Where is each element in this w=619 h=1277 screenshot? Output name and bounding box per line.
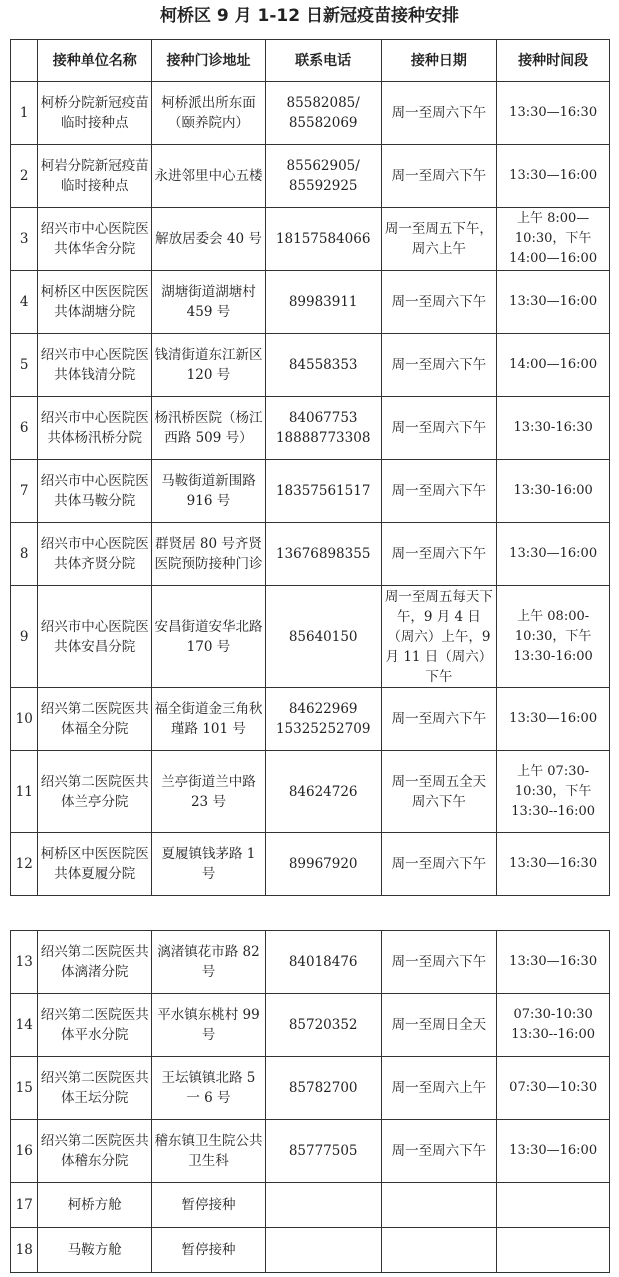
phone-cell: 89967920: [265, 833, 381, 896]
date-cell: 周一至周六下午: [381, 833, 497, 896]
time-cell: 13:30—16:00: [497, 271, 610, 334]
phone-cell: 85720352: [265, 994, 381, 1057]
row-index: 15: [11, 1057, 38, 1120]
address-cell: 解放居委会 40 号: [152, 208, 266, 271]
time-cell: 14:00—16:00: [497, 334, 610, 397]
table-row: [11, 334, 610, 397]
date-cell: 周一至周六上午: [381, 1057, 497, 1120]
schedule-table-part-1: [10, 39, 610, 896]
row-index: 9: [11, 586, 38, 688]
date-cell: 周一至周六下午: [381, 460, 497, 523]
time-cell: 07:30—10:30: [497, 1057, 610, 1120]
unit-name-cell: 绍兴第二医院医共体福全分院: [38, 688, 152, 751]
phone-cell: 18357561517: [265, 460, 381, 523]
date-cell: 周一至周日全天: [381, 994, 497, 1057]
phone-cell: 84558353: [265, 334, 381, 397]
table-row: [11, 1120, 610, 1183]
time-cell: 13:30—16:00: [497, 688, 610, 751]
table-row: [11, 688, 610, 751]
time-cell: 上午 07:30-10:30，下午 13:30--16:00: [497, 751, 610, 833]
unit-name-cell: 柯桥分院新冠疫苗临时接种点: [38, 82, 152, 145]
address-cell: 兰亭街道兰中路 23 号: [152, 751, 266, 833]
date-cell: [381, 1228, 497, 1273]
address-cell: 暂停接种: [152, 1183, 266, 1228]
table-row: [11, 931, 610, 994]
unit-name-cell: 绍兴市中心医院医共体安昌分院: [38, 586, 152, 688]
phone-cell: 85777505: [265, 1120, 381, 1183]
table-row: [11, 82, 610, 145]
time-cell: 上午 8:00—10:30，下午 14:00—16:00: [497, 208, 610, 271]
header-phone: 联系电话: [265, 40, 381, 82]
time-cell: 13:30—16:00: [497, 145, 610, 208]
unit-name-cell: 绍兴市中心医院医共体钱清分院: [38, 334, 152, 397]
unit-name-cell: 绍兴第二医院医共体平水分院: [38, 994, 152, 1057]
row-index: 14: [11, 994, 38, 1057]
row-index: 2: [11, 145, 38, 208]
page-title: 柯桥区 9 月 1-12 日新冠疫苗接种安排: [159, 6, 460, 26]
table-row: [11, 397, 610, 460]
address-cell: 暂停接种: [152, 1228, 266, 1273]
unit-name-cell: 绍兴市中心医院医共体杨汛桥分院: [38, 397, 152, 460]
date-cell: 周一至周六下午: [381, 334, 497, 397]
time-cell: [497, 1228, 610, 1273]
schedule-table-part-2: [10, 930, 610, 1273]
phone-cell: 85582085/ 85582069: [265, 82, 381, 145]
time-cell: 13:30—16:30: [497, 833, 610, 896]
table-header-row: [11, 40, 610, 82]
date-cell: 周一至周六下午: [381, 1120, 497, 1183]
unit-name-cell: 绍兴第二医院医共体兰亭分院: [38, 751, 152, 833]
address-cell: 稽东镇卫生院公共卫生科: [152, 1120, 266, 1183]
unit-name-cell: 绍兴市中心医院医共体华舍分院: [38, 208, 152, 271]
table-row: [11, 271, 610, 334]
table-row: [11, 1057, 610, 1120]
row-index: 10: [11, 688, 38, 751]
date-cell: 周一至周五下午，周六上午: [381, 208, 497, 271]
address-cell: 群贤居 80 号齐贤医院预防接种门诊: [152, 523, 266, 586]
table-row: [11, 523, 610, 586]
row-index: 16: [11, 1120, 38, 1183]
phone-cell: 89983911: [265, 271, 381, 334]
unit-name-cell: 绍兴第二医院医共体漓渚分院: [38, 931, 152, 994]
phone-cell: 84624726: [265, 751, 381, 833]
address-cell: 夏履镇钱茅路 1 号: [152, 833, 266, 896]
time-cell: [497, 1183, 610, 1228]
unit-name-cell: 绍兴市中心医院医共体马鞍分院: [38, 460, 152, 523]
date-cell: 周一至周五每天下午，9 月 4 日（周六）上午，9 月 11 日（周六）下午: [381, 586, 497, 688]
unit-name-cell: 柯岩分院新冠疫苗临时接种点: [38, 145, 152, 208]
time-cell: 上午 08:00-10:30，下午 13:30-16:00: [497, 586, 610, 688]
address-cell: 福全街道金三角秋瑾路 101 号: [152, 688, 266, 751]
header-index: [11, 40, 38, 82]
unit-name-cell: 柯桥区中医医院医共体湖塘分院: [38, 271, 152, 334]
address-cell: 安昌街道安华北路 170 号: [152, 586, 266, 688]
header-address: 接种门诊地址: [152, 40, 266, 82]
address-cell: 漓渚镇花市路 82 号: [152, 931, 266, 994]
unit-name-cell: 绍兴第二医院医共体稽东分院: [38, 1120, 152, 1183]
table-row: [11, 586, 610, 688]
table-row: [11, 994, 610, 1057]
date-cell: 周一至周六下午: [381, 271, 497, 334]
row-index: 1: [11, 82, 38, 145]
date-cell: [381, 1183, 497, 1228]
table-row: [11, 1183, 610, 1228]
table-row: [11, 145, 610, 208]
row-index: 7: [11, 460, 38, 523]
row-index: 6: [11, 397, 38, 460]
address-cell: 钱清街道东江新区 120 号: [152, 334, 266, 397]
table-row: [11, 208, 610, 271]
time-cell: 07:30-10:30 13:30--16:00: [497, 994, 610, 1057]
address-cell: 永进邻里中心五楼: [152, 145, 266, 208]
time-cell: 13:30—16:00: [497, 523, 610, 586]
date-cell: 周一至周六下午: [381, 523, 497, 586]
time-cell: 13:30—16:00: [497, 1120, 610, 1183]
table-row: [11, 751, 610, 833]
table-row: [11, 460, 610, 523]
row-index: 8: [11, 523, 38, 586]
header-time: 接种时间段: [497, 40, 610, 82]
phone-cell: 13676898355: [265, 523, 381, 586]
address-cell: 马鞍街道新围路 916 号: [152, 460, 266, 523]
phone-cell: 85640150: [265, 586, 381, 688]
date-cell: 周一至周六下午: [381, 145, 497, 208]
address-cell: 杨汛桥医院（杨江西路 509 号）: [152, 397, 266, 460]
time-cell: 13:30-16:30: [497, 397, 610, 460]
phone-cell: [265, 1228, 381, 1273]
row-index: 11: [11, 751, 38, 833]
phone-cell: 18157584066: [265, 208, 381, 271]
date-cell: 周一至周五全天 周六下午: [381, 751, 497, 833]
address-cell: 柯桥派出所东面（颐养院内）: [152, 82, 266, 145]
unit-name-cell: 柯桥方舱: [38, 1183, 152, 1228]
unit-name-cell: 绍兴市中心医院医共体齐贤分院: [38, 523, 152, 586]
unit-name-cell: 绍兴第二医院医共体王坛分院: [38, 1057, 152, 1120]
row-index: 3: [11, 208, 38, 271]
phone-cell: [265, 1183, 381, 1228]
phone-cell: 84067753 18888773308: [265, 397, 381, 460]
phone-cell: 85562905/ 85592925: [265, 145, 381, 208]
date-cell: 周一至周六下午: [381, 688, 497, 751]
unit-name-cell: 柯桥区中医医院医共体夏履分院: [38, 833, 152, 896]
time-cell: 13:30-16:00: [497, 460, 610, 523]
phone-cell: 84018476: [265, 931, 381, 994]
header-date: 接种日期: [381, 40, 497, 82]
row-index: 13: [11, 931, 38, 994]
table-row: [11, 1228, 610, 1273]
row-index: 4: [11, 271, 38, 334]
date-cell: 周一至周六下午: [381, 397, 497, 460]
phone-cell: 85782700: [265, 1057, 381, 1120]
unit-name-cell: 马鞍方舱: [38, 1228, 152, 1273]
date-cell: 周一至周六下午: [381, 82, 497, 145]
time-cell: 13:30—16:30: [497, 931, 610, 994]
address-cell: 王坛镇镇北路 5 一 6 号: [152, 1057, 266, 1120]
phone-cell: 84622969 15325252709: [265, 688, 381, 751]
header-unit-name: 接种单位名称: [38, 40, 152, 82]
table-row: [11, 833, 610, 896]
row-index: 5: [11, 334, 38, 397]
date-cell: 周一至周六下午: [381, 931, 497, 994]
address-cell: 平水镇东桃村 99 号: [152, 994, 266, 1057]
address-cell: 湖塘街道湖塘村 459 号: [152, 271, 266, 334]
row-index: 17: [11, 1183, 38, 1228]
time-cell: 13:30—16:30: [497, 82, 610, 145]
row-index: 12: [11, 833, 38, 896]
row-index: 18: [11, 1228, 38, 1273]
